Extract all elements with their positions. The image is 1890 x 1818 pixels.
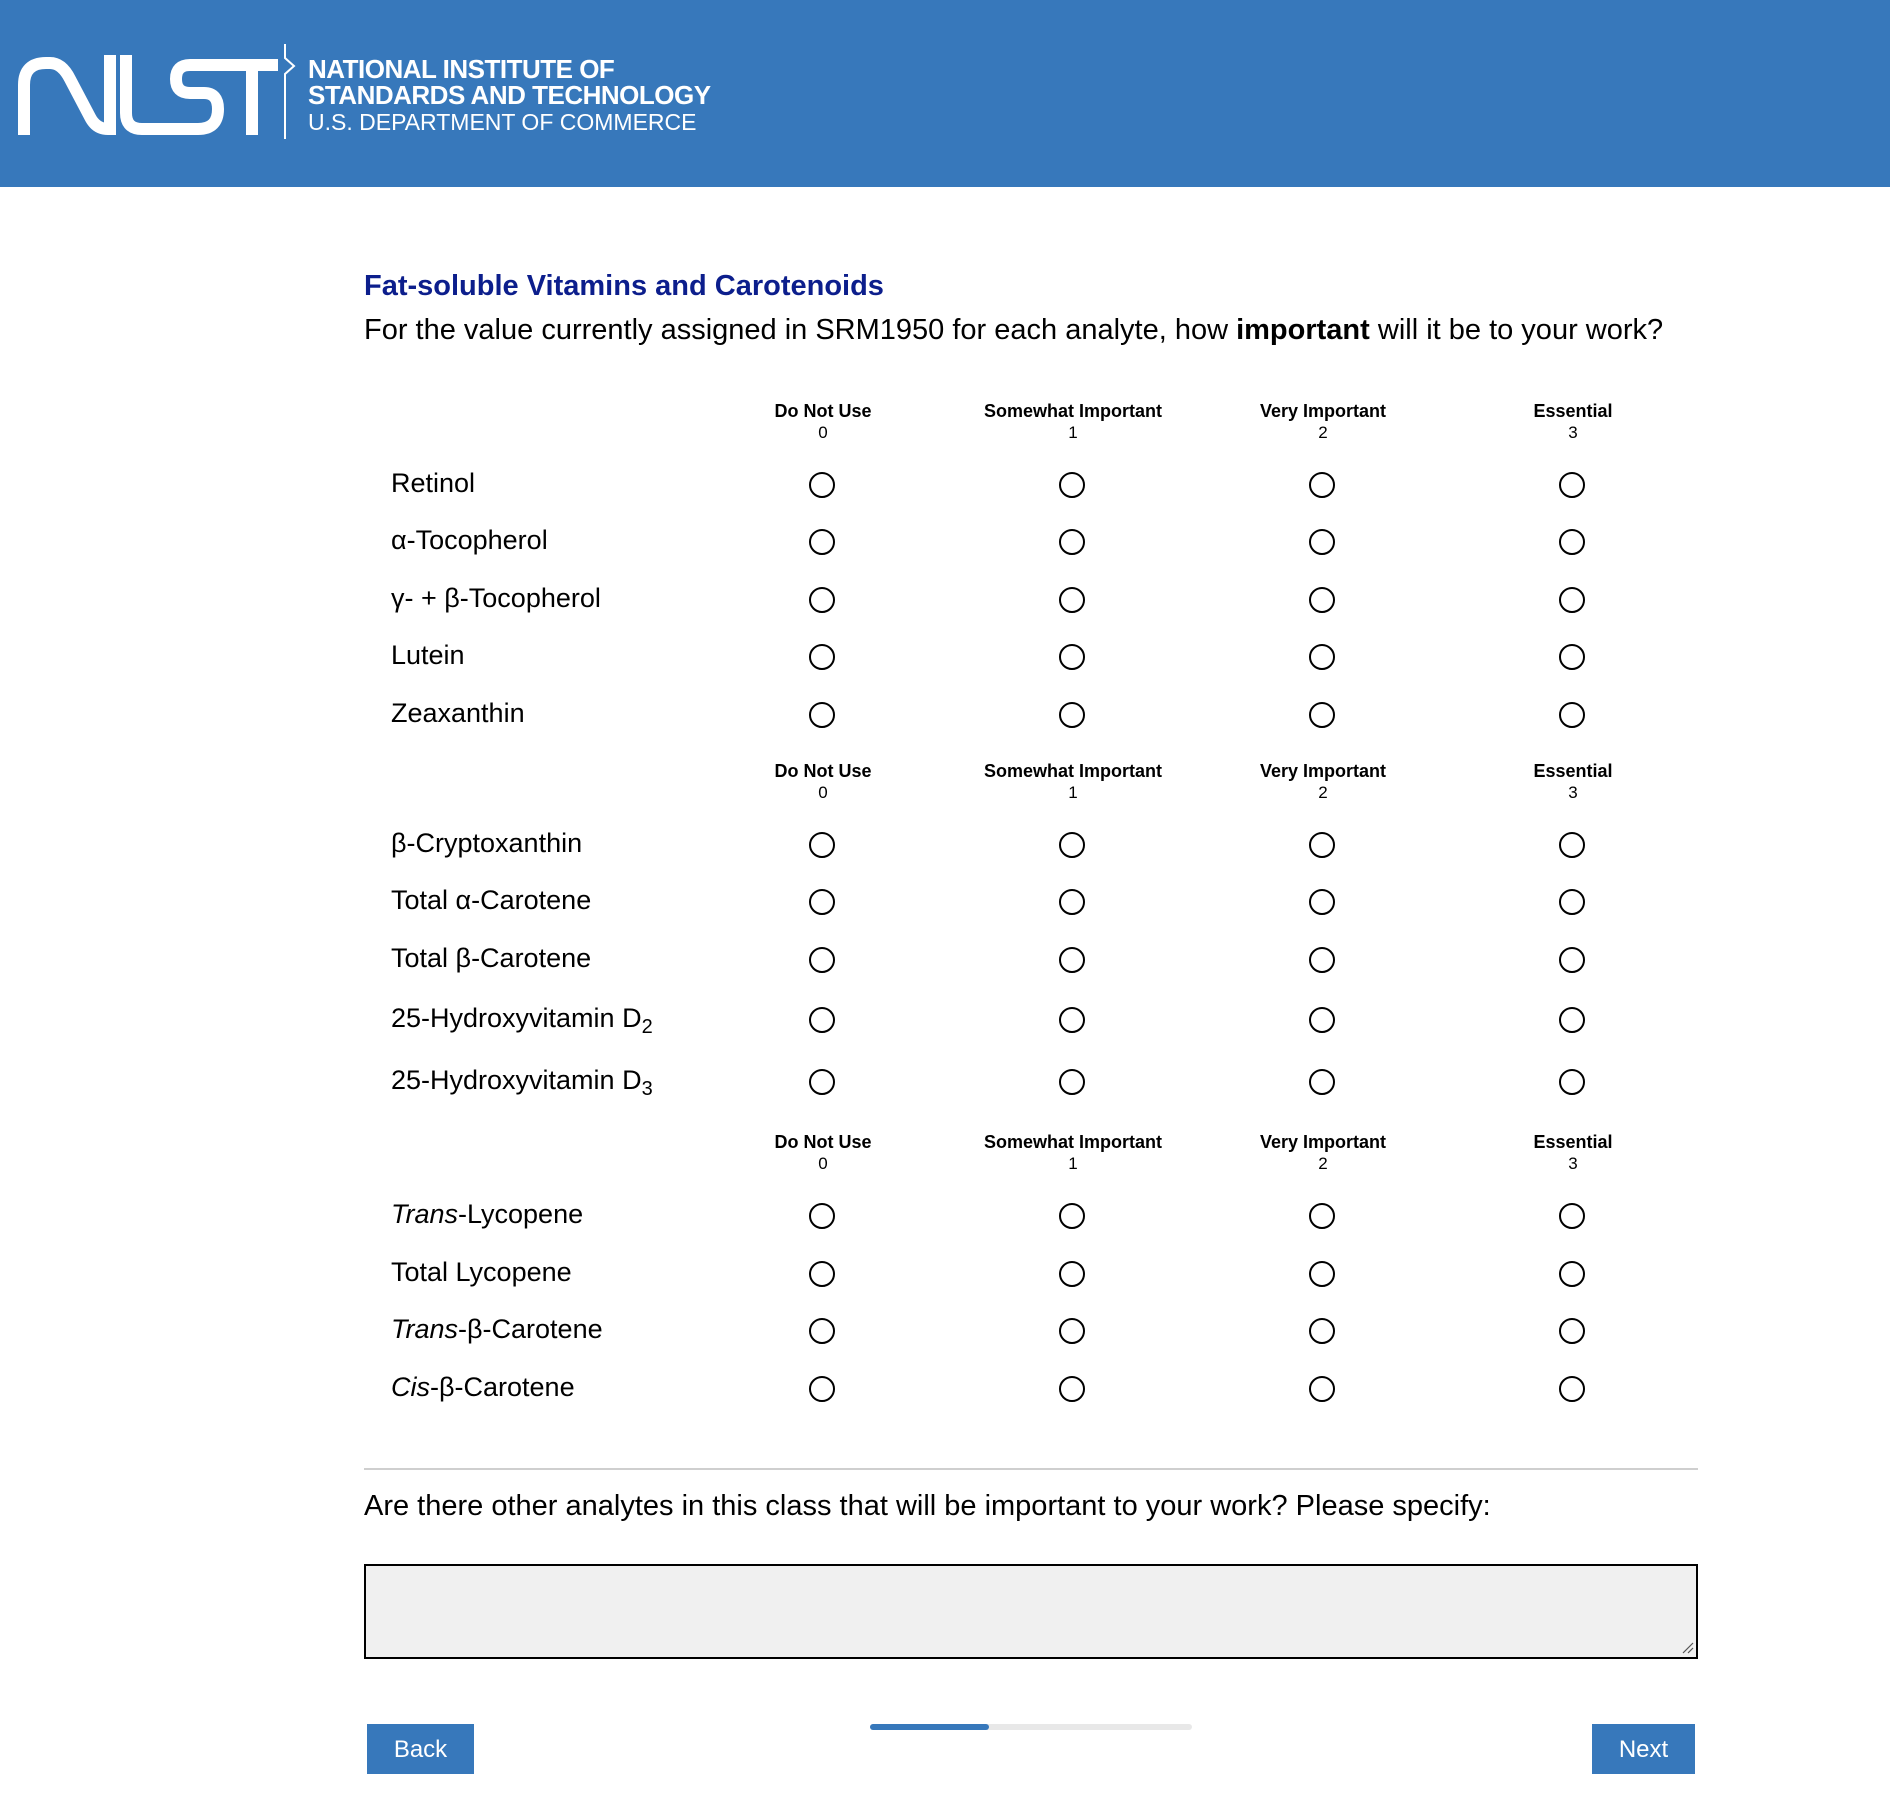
scale-header-3: [1463, 760, 1683, 804]
analyte-label-part: 2: [641, 1016, 653, 1038]
rating-radio-2[interactable]: [1309, 1069, 1335, 1095]
rating-radio-1[interactable]: [1059, 472, 1085, 498]
rating-radio-2[interactable]: [1309, 472, 1335, 498]
scale-label: Do Not Use: [774, 1132, 872, 1152]
rating-radio-1[interactable]: [1059, 889, 1085, 915]
other-analytes-question: Are there other analytes in this class that will be important to your work? Please specify:: [364, 1490, 1491, 1522]
analyte-label: [391, 885, 591, 916]
rating-radio-2[interactable]: [1309, 587, 1335, 613]
rating-radio-3[interactable]: [1559, 1203, 1585, 1229]
analyte-label: [391, 943, 591, 974]
analyte-label: [391, 1257, 572, 1288]
resize-grip-icon[interactable]: [1680, 1640, 1694, 1654]
rating-radio-0[interactable]: [809, 947, 835, 973]
next-button[interactable]: Next: [1592, 1724, 1695, 1774]
analyte-label-part: Trans: [391, 1199, 459, 1229]
scale-value: 1: [1068, 423, 1078, 442]
analyte-label-part: Total Lycopene: [391, 1257, 572, 1287]
rating-radio-3[interactable]: [1559, 1007, 1585, 1033]
rating-radio-2[interactable]: [1309, 529, 1335, 555]
scale-label: Do Not Use: [774, 761, 872, 781]
scale-label: Do Not Use: [774, 401, 872, 421]
scale-header-2: [1213, 400, 1433, 444]
scale-value: 0: [818, 783, 828, 802]
analyte-label: [391, 640, 465, 671]
logo-text: [308, 56, 711, 136]
rating-radio-0[interactable]: [809, 702, 835, 728]
rating-radio-1[interactable]: [1059, 702, 1085, 728]
rating-radio-3[interactable]: [1559, 529, 1585, 555]
scale-header-0: [713, 760, 933, 804]
rating-radio-2[interactable]: [1309, 1203, 1335, 1229]
analyte-label-part: -β-Carotene: [430, 1372, 575, 1402]
nist-logo-mark: [18, 55, 278, 135]
section-title: Fat-soluble Vitamins and Carotenoids: [364, 270, 884, 302]
scale-label: Very Important: [1259, 401, 1387, 421]
scale-value: 0: [818, 1154, 828, 1173]
rating-radio-3[interactable]: [1559, 587, 1585, 613]
analyte-label-part: α-Tocopherol: [391, 525, 548, 555]
analyte-label: [391, 828, 582, 859]
analyte-label-part: Total β-Carotene: [391, 943, 592, 973]
scale-label: Very Important: [1259, 761, 1387, 781]
rating-radio-1[interactable]: [1059, 947, 1085, 973]
rating-radio-2[interactable]: [1309, 947, 1335, 973]
analyte-label-part: Trans: [391, 1314, 459, 1344]
rating-radio-3[interactable]: [1559, 889, 1585, 915]
scale-value: 1: [1068, 1154, 1078, 1173]
rating-radio-1[interactable]: [1059, 832, 1085, 858]
scale-label: Very Important: [1259, 1132, 1387, 1152]
analyte-label: [391, 583, 601, 614]
analyte-label: [391, 698, 525, 729]
analyte-label: [391, 1199, 583, 1230]
scale-header-3: [1463, 1131, 1683, 1175]
scale-header-2: [1213, 1131, 1433, 1175]
analyte-label: [391, 525, 548, 556]
analyte-label-part: 25-Hydroxyvitamin D: [391, 1065, 642, 1095]
rating-radio-3[interactable]: [1559, 644, 1585, 670]
back-button[interactable]: Back: [367, 1724, 474, 1774]
rating-radio-2[interactable]: [1309, 832, 1335, 858]
scale-value: 3: [1568, 1154, 1578, 1173]
rating-radio-1[interactable]: [1059, 587, 1085, 613]
rating-radio-0[interactable]: [809, 832, 835, 858]
scale-value: 3: [1568, 423, 1578, 442]
scale-header-2: [1213, 760, 1433, 804]
scale-label: Somewhat Important: [983, 401, 1162, 421]
analyte-label: [391, 1372, 575, 1403]
analyte-label: [391, 1314, 603, 1345]
scale-header-1: [963, 1131, 1183, 1175]
rating-radio-0[interactable]: [809, 1318, 835, 1344]
rating-radio-3[interactable]: [1559, 702, 1585, 728]
org-department: U.S. DEPARTMENT OF COMMERCE: [308, 109, 697, 135]
org-name-line1: NATIONAL INSTITUTE OF: [308, 54, 615, 84]
rating-radio-0[interactable]: [809, 1203, 835, 1229]
scale-label: Essential: [1533, 761, 1613, 781]
question-emphasis: important: [1236, 314, 1370, 346]
scale-value: 2: [1318, 783, 1328, 802]
rating-radio-3[interactable]: [1559, 1318, 1585, 1344]
rating-radio-1[interactable]: [1059, 1376, 1085, 1402]
progress-bar-fill: [870, 1724, 989, 1730]
analyte-label-part: γ- + β-Tocopherol: [391, 583, 601, 613]
analyte-label-part: -Lycopene: [458, 1199, 584, 1229]
analyte-label-part: Retinol: [391, 468, 476, 498]
scale-label: Somewhat Important: [983, 1132, 1162, 1152]
analyte-label: [391, 1065, 653, 1101]
analyte-label: [391, 468, 475, 499]
rating-radio-3[interactable]: [1559, 1376, 1585, 1402]
rating-radio-0[interactable]: [809, 1069, 835, 1095]
analyte-label-part: Lutein: [391, 640, 465, 670]
scale-header-1: [963, 400, 1183, 444]
rating-radio-0[interactable]: [809, 587, 835, 613]
other-analytes-textarea[interactable]: [364, 1564, 1698, 1659]
logo-divider-chevron: [282, 44, 298, 139]
question-prefix: For the value currently assigned in SRM1950 for each analyte, how: [364, 314, 1237, 346]
rating-radio-0[interactable]: [809, 1007, 835, 1033]
rating-radio-2[interactable]: [1309, 1318, 1335, 1344]
rating-radio-2[interactable]: [1309, 1376, 1335, 1402]
rating-radio-1[interactable]: [1059, 1261, 1085, 1287]
analyte-label-part: Zeaxanthin: [391, 698, 525, 728]
rating-radio-1[interactable]: [1059, 644, 1085, 670]
scale-header-0: [713, 1131, 933, 1175]
rating-radio-0[interactable]: [809, 1261, 835, 1287]
scale-value: 1: [1068, 783, 1078, 802]
rating-radio-1[interactable]: [1059, 1203, 1085, 1229]
rating-radio-0[interactable]: [809, 529, 835, 555]
scale-value: 2: [1318, 423, 1328, 442]
progress-bar: [870, 1724, 1192, 1730]
rating-radio-1[interactable]: [1059, 1069, 1085, 1095]
rating-radio-1[interactable]: [1059, 529, 1085, 555]
analyte-label-part: Total α-Carotene: [391, 885, 592, 915]
scale-header-1: [963, 760, 1183, 804]
scale-label: Essential: [1533, 1132, 1613, 1152]
scale-value: 0: [818, 423, 828, 442]
rating-radio-2[interactable]: [1309, 644, 1335, 670]
rating-radio-2[interactable]: [1309, 889, 1335, 915]
rating-radio-3[interactable]: [1559, 832, 1585, 858]
section-divider: [364, 1468, 1698, 1470]
rating-radio-3[interactable]: [1559, 1069, 1585, 1095]
scale-label: Essential: [1533, 401, 1613, 421]
scale-header-0: [713, 400, 933, 444]
rating-radio-1[interactable]: [1059, 1007, 1085, 1033]
rating-radio-2[interactable]: [1309, 1261, 1335, 1287]
scale-value: 2: [1318, 1154, 1328, 1173]
rating-radio-0[interactable]: [809, 644, 835, 670]
scale-label: Somewhat Important: [983, 761, 1162, 781]
rating-radio-3[interactable]: [1559, 1261, 1585, 1287]
rating-radio-0[interactable]: [809, 1376, 835, 1402]
rating-radio-3[interactable]: [1559, 947, 1585, 973]
rating-radio-2[interactable]: [1309, 702, 1335, 728]
analyte-label-part: 3: [641, 1078, 653, 1100]
rating-radio-0[interactable]: [809, 889, 835, 915]
rating-radio-0[interactable]: [809, 472, 835, 498]
question-suffix: will it be to your work?: [1369, 314, 1664, 346]
analyte-label: [391, 1003, 653, 1039]
section-question: [364, 314, 1663, 347]
site-header: [0, 0, 1890, 187]
rating-radio-2[interactable]: [1309, 1007, 1335, 1033]
analyte-label-part: 25-Hydroxyvitamin D: [391, 1003, 642, 1033]
scale-header-3: [1463, 400, 1683, 444]
analyte-label-part: β-Cryptoxanthin: [391, 828, 583, 858]
analyte-label-part: Cis: [391, 1372, 430, 1402]
scale-value: 3: [1568, 783, 1578, 802]
analyte-label-part: -β-Carotene: [458, 1314, 603, 1344]
rating-radio-3[interactable]: [1559, 472, 1585, 498]
org-name-line2: STANDARDS AND TECHNOLOGY: [308, 80, 711, 110]
rating-radio-1[interactable]: [1059, 1318, 1085, 1344]
